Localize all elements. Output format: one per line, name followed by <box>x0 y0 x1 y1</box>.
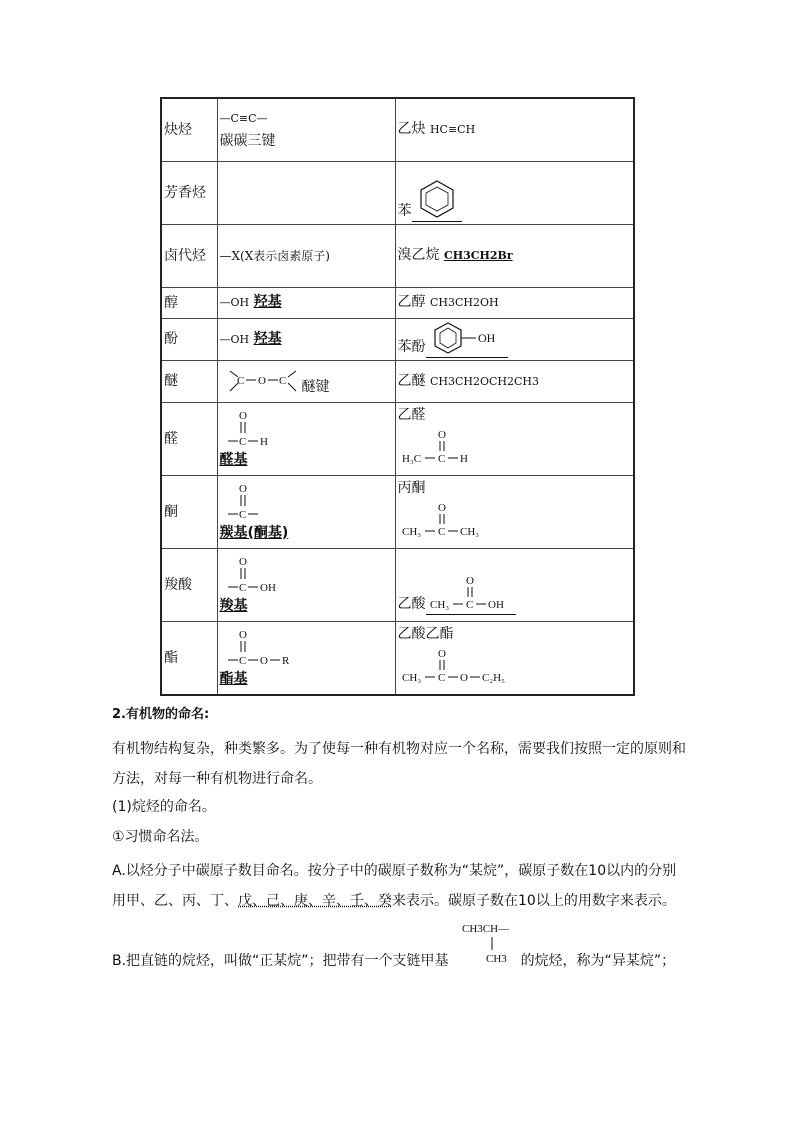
table-row <box>161 287 634 318</box>
section-heading: 2.有机物的命名: <box>112 707 210 722</box>
svg-text:O: O <box>238 409 247 422</box>
example-name: 丙酮 <box>397 480 426 496</box>
example-name: 乙醛 <box>397 407 426 423</box>
svg-text:O: O <box>437 648 446 661</box>
carboxyl-group-structure-icon <box>220 553 300 595</box>
class-cell: 炔烃 <box>161 98 217 161</box>
svg-text:C: C <box>238 435 246 448</box>
group-cell <box>217 161 395 224</box>
group-cell <box>217 475 395 548</box>
table-row <box>161 402 634 475</box>
example-cell <box>395 224 634 287</box>
benzene-ring-icon <box>412 177 462 222</box>
group-formula: —OH <box>219 296 250 309</box>
subheading-common-naming: ①习惯命名法。 <box>112 829 209 845</box>
svg-text:C: C <box>238 654 246 667</box>
example-cell <box>395 548 634 621</box>
svg-text:CH₃: CH₃ <box>429 598 449 611</box>
branch-bottom-label: CH3 <box>486 953 507 965</box>
phenol-structure-icon <box>426 321 508 358</box>
svg-text:O: O <box>459 672 468 685</box>
class-cell: 醛 <box>161 402 217 475</box>
ethyl-acetate-structure-icon <box>398 645 518 685</box>
acetone-structure-icon <box>398 499 498 539</box>
example-formula: CH3CH2OCH2CH3 <box>429 374 540 388</box>
svg-text:H₃C: H₃C <box>401 453 421 465</box>
subheading-alkane-naming: (1)烷烃的命名。 <box>112 799 216 815</box>
table-row <box>161 98 634 161</box>
acetaldehyde-structure-icon <box>398 426 488 466</box>
example-cell <box>395 161 634 224</box>
class-cell: 酚 <box>161 318 217 360</box>
svg-text:O: O <box>465 574 474 587</box>
svg-text:CH₃: CH₃ <box>401 526 421 538</box>
class-cell: 羧酸 <box>161 548 217 621</box>
ether-bond-structure-icon <box>220 363 302 399</box>
svg-text:CH₃: CH₃ <box>401 672 421 685</box>
paragraph-b-text-end: 的烷烃，称为“异某烷”； <box>520 953 676 969</box>
phenol-oh-label: OH <box>477 331 495 345</box>
group-cell <box>217 224 395 287</box>
acetic-acid-structure-icon <box>426 572 516 615</box>
svg-text:H: H <box>259 435 268 448</box>
svg-text:C: C <box>238 581 246 594</box>
svg-text:C: C <box>236 375 244 387</box>
svg-text:O: O <box>257 375 266 387</box>
example-cell <box>395 318 634 360</box>
example-name: 溴乙烷 <box>397 247 440 263</box>
group-cell <box>217 98 395 161</box>
group-cell <box>217 318 395 360</box>
aldehyde-group-structure-icon <box>220 407 290 449</box>
group-cell <box>217 287 395 318</box>
example-cell <box>395 402 634 475</box>
svg-text:C: C <box>437 453 445 465</box>
example-cell <box>395 98 634 161</box>
class-cell: 卤代烃 <box>161 224 217 287</box>
class-cell: 酮 <box>161 475 217 548</box>
example-name: 乙醚 <box>397 372 426 389</box>
group-name: 碳碳三键 <box>219 132 276 149</box>
example-name: 苯酚 <box>397 339 426 355</box>
group-formula: —C≡C— <box>219 111 268 125</box>
table-row <box>161 318 634 360</box>
example-name: 乙酸乙酯 <box>397 626 454 643</box>
svg-text:C: C <box>437 672 445 685</box>
paragraph-a <box>112 856 688 916</box>
ester-group-structure-icon <box>220 626 310 668</box>
example-cell <box>395 475 634 548</box>
svg-text:CH₃: CH₃ <box>459 526 479 538</box>
branch-top-label: CH3CH— <box>462 923 510 935</box>
svg-text:O: O <box>437 429 446 441</box>
table-row <box>161 475 634 548</box>
svg-text:O: O <box>259 654 268 667</box>
example-formula: CH3CH2OH <box>429 296 499 309</box>
group-name: 羰基(酮基) <box>219 524 289 541</box>
svg-text:C: C <box>278 375 286 387</box>
group-name: 醛基 <box>219 451 248 468</box>
class-cell: 醚 <box>161 360 217 402</box>
svg-text:R: R <box>281 654 289 667</box>
paragraph-a-dotted-text: 戊、己、庚、辛、壬、癸 <box>238 893 392 909</box>
paragraph-a-text-end: 来表示。碳原子数在10以上的用数字来表示。 <box>392 893 676 909</box>
group-name: 醚键 <box>301 379 330 395</box>
svg-text:O: O <box>238 482 247 495</box>
example-cell <box>395 621 634 695</box>
example-cell <box>395 287 634 318</box>
svg-text:O: O <box>238 628 247 641</box>
group-formula: —OH <box>219 332 250 346</box>
class-cell: 酯 <box>161 621 217 695</box>
svg-text:H: H <box>459 453 468 465</box>
paragraph-b-text: B.把直链的烷烃，叫做“正某烷”；把带有一个支链甲基 <box>112 953 449 969</box>
table-row <box>161 161 634 224</box>
paragraph-b <box>112 950 692 972</box>
svg-text:C: C <box>465 598 473 611</box>
group-formula: —X(X表示卤素原子) <box>219 248 330 263</box>
table-row <box>161 360 634 402</box>
group-cell <box>217 548 395 621</box>
class-cell: 醇 <box>161 287 217 318</box>
table-row <box>161 224 634 287</box>
example-formula: CH3CH2Br <box>443 249 513 262</box>
table-row <box>161 548 634 621</box>
svg-text:OH: OH <box>259 581 276 594</box>
class-cell: 芳香烃 <box>161 161 217 224</box>
group-name: 羟基 <box>253 294 282 310</box>
svg-text:C₂H₅: C₂H₅ <box>481 672 505 685</box>
group-name: 酯基 <box>219 670 248 687</box>
example-name: 乙醇 <box>397 294 426 310</box>
svg-text:OH: OH <box>487 598 504 611</box>
table-row <box>161 621 634 695</box>
example-name: 乙酸 <box>397 595 426 612</box>
group-cell <box>217 621 395 695</box>
svg-text:C: C <box>238 508 246 521</box>
group-cell <box>217 360 395 402</box>
paragraph-a-text: A.以烃分子中碳原子数目命名。按分子中的碳原子数称为“某烷”，碳原子数在10以内的分别用甲、乙、丙、丁、 <box>112 863 677 909</box>
example-name: 乙炔 <box>397 121 426 138</box>
svg-text:O: O <box>238 555 247 568</box>
ketone-group-structure-icon <box>220 480 290 522</box>
svg-text:O: O <box>437 502 446 514</box>
group-name: 羧基 <box>219 597 248 614</box>
group-cell <box>217 402 395 475</box>
example-cell <box>395 360 634 402</box>
intro-paragraph: 有机物结构复杂，种类繁多。为了使每一种有机物对应一个名称，需要我们按照一定的原则和方法，对每一种有机物进行命名。 <box>112 741 686 787</box>
svg-text:C: C <box>437 526 445 538</box>
example-formula: HC≡CH <box>429 123 476 137</box>
example-name: 苯 <box>397 202 412 219</box>
functional-group-table <box>160 97 635 696</box>
group-name: 羟基 <box>253 330 282 347</box>
